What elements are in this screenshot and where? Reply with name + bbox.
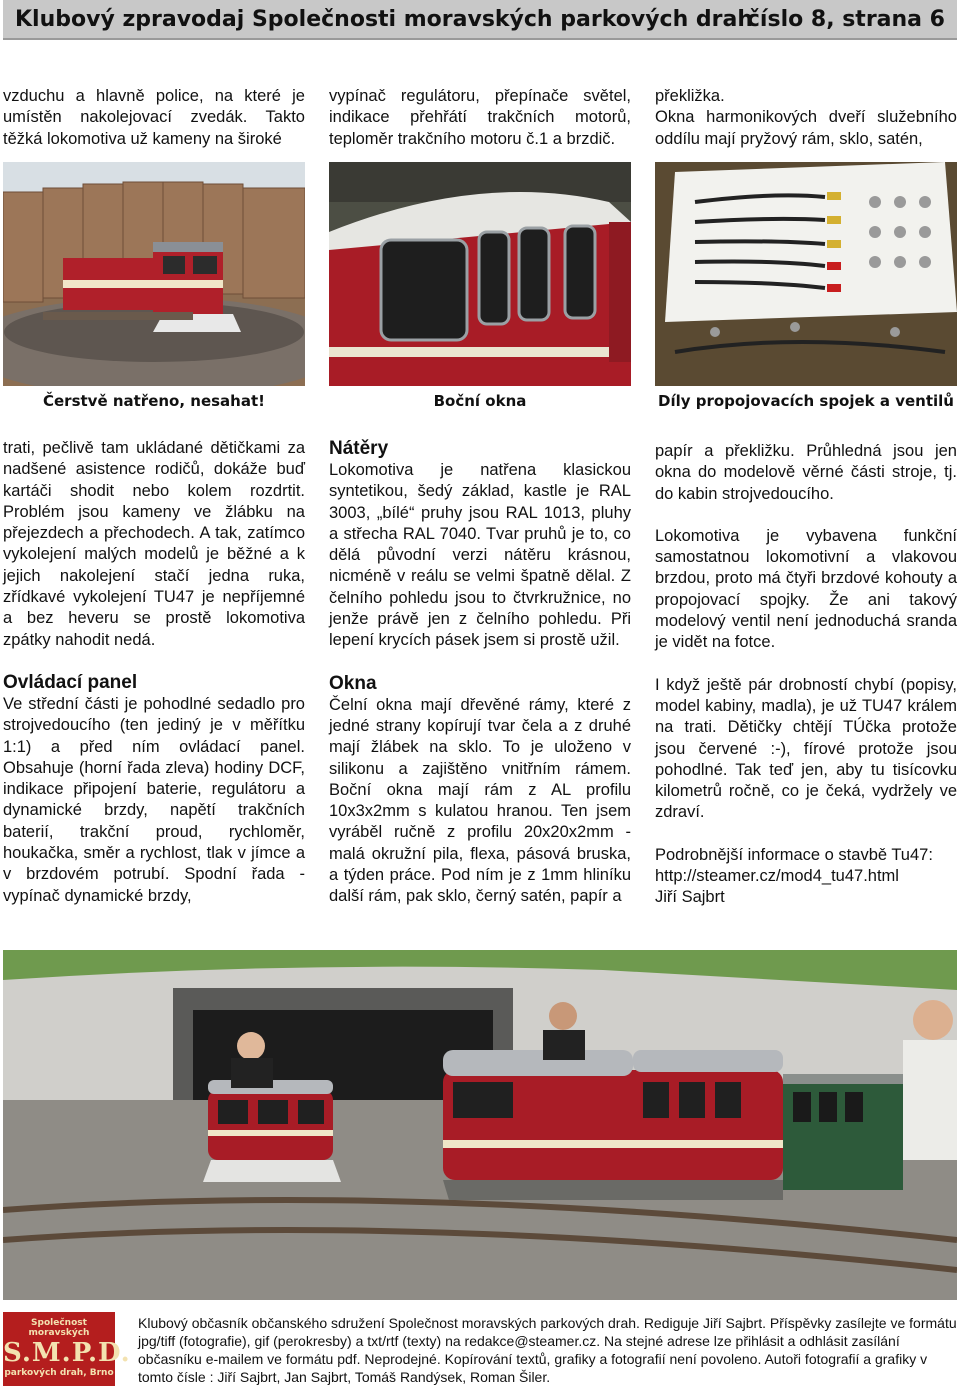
photo-caption-side-windows: Boční okna [433, 392, 527, 410]
photo-side-windows [329, 162, 631, 386]
smpd-logo: Společnost moravských S.M.P.D. parkových drah, Brno [3, 1312, 115, 1386]
col3-paragraph-3: I když ještě pár drobností chybí (popisy, model kabiny, madla), je už TU47 králem na trati. Dětičky chtějí TÚčka protože jsou červené :-), fírové protože jsou pohodlné. Tak teď jen, aby tu tisícovku kilometrů ročně, co je čeká, vydržely ve zdraví. [655, 675, 957, 822]
col1-paragraph-1: trati, pečlivě tam ukládané dětičkami za nadšené asistence rodičů, dokáže buď kartáči shodit nebo kolem rozdrtit. Problém jsou kameny ve žlábku na přejezdech a přechodech. A tak, zatímco vykolejení malých modelů je běžné a k jejich nakolejení stačí jedna ruka, zřídkavé vykolejení TU47 je nepříjemné a bez heveru se prostě lokomotiva zpátky nahodit nedá. [3, 439, 305, 649]
photo-coupling-parts [655, 162, 957, 386]
col2-paragraph-1: Lokomotiva je natřena klasickou syntetikou, šedý základ, kastle je RAL 3003, „bílé“ pruhy jsou RAL 1013, pluhy a střecha RAL 7040. Tvar pruhů je to, co dělá původní verzi nátěru krásnou, nicméně v reálu se velmi špatně dělal. Z čelního pohledu jsou to čtvrkružnice, no jenže právě jen z čelního pohledu. Při lepení krycích pásek jsem si prostě užil. [329, 461, 631, 650]
side-windows-image [329, 162, 631, 386]
col3-paragraph-2: Lokomotiva je vybavena funkční samostatnou lokomotivní a vlakovou brzdou, proto má čtyři brzdové kohouty a propojovací spojky. Že ani takový modelový ventil není jednoduchá sranda je vidět na fotce. [655, 526, 957, 652]
heading-windows: Okna [329, 672, 377, 694]
article-column-3 [655, 441, 957, 909]
col1-paragraph-2: Ve střední části je pohodlné sedadlo pro strojvedoucího (ten jediný je v měřítku 1:1) a před ním ovládací panel. Obsahuje (horní řada zleva) hodiny DCF, indikace připojení baterie, regulátoru a dynamické brzdy, napětí trakčních baterií, trakční proud, rychloměr, houkačka, směr a rychlost, tlak v jímce a v brzdovém potrubí. Spodní řada - vypínač dynamické brzdy, [3, 694, 305, 905]
heading-paint: Nátěry [329, 438, 389, 459]
photo-caption-coupling-parts: Díly propojovacích spojek a ventilů [658, 392, 954, 410]
top-text-col3: překližka. Okna harmonikových dveří služebního oddílu mají pryžový rám, sklo, satén, [655, 87, 957, 148]
locomotive-turntable-image [3, 162, 305, 386]
col3-author: Jiří Sajbrt [655, 888, 725, 907]
photo-fresh-paint [3, 162, 305, 386]
page-header [3, 0, 957, 40]
newsletter-title: Klubový zpravodaj Společnosti moravských parkových drah [15, 7, 753, 32]
article-column-2 [329, 438, 631, 908]
footer-imprint: Klubový občasník občanského sdružení Společnost moravských parkových drah. Rediguje Jiří Sajbrt. Příspěvky zasílejte ve formátu jpg/tiff (fotografie), gif (perokresby) a txt/rtf (texty) na redakce@steamer.cz. Na stejné adrese lze přihlásit a odhlásit zasílání občasníku e-mailem ve formátu pdf. Neprodejné. Kopírování textů, grafiky a fotografií není povoleno. Autoři fotografií a grafiky v tomto čísle : Jiří Sajbrt, Jan Sajbrt, Tomáš Randýsek, Roman Šiler. [138, 1315, 957, 1385]
col3-url-link[interactable]: http://steamer.cz/mod4_tu47.html [655, 867, 899, 886]
col2-paragraph-2: Čelní okna mají dřevěné rámy, které z jedné strany kopírují tvar čela a z druhé mají žlábek na sklo. To je uloženo v silikonu a zajištěno vnitřním rámem. Boční okna mají rám z AL profilu 10x3x2mm s kulatou hranou. Ten jsem vyráběl ručně z profilu 20x20x2mm - malá okružní pila, flexa, pásová bruska, a týden práce. Pod ním je z 1mm hliníku další rám, pak sklo, černý satén, papír a [329, 695, 631, 906]
issue-page-number: číslo 8, strana 6 [746, 7, 945, 32]
photo-trains-tunnel [3, 950, 957, 1300]
article-column-1 [3, 438, 305, 907]
top-text-col2: vypínač regulátoru, přepínače světel, indikace přehřátí trakčních motorů, teploměr trakčního motoru č.1 a brzdič. [329, 87, 631, 148]
top-text-col1: vzduchu a hlavně police, na které je umístěn nakolejovací zvedák. Takto těžká lokomotiva už kameny na široké [3, 87, 305, 148]
col3-info-line: Podrobnější informace o stavbě Tu47: [655, 845, 933, 864]
coupling-parts-image [655, 162, 957, 386]
photo-caption-fresh-paint: Čerstvě natřeno, nesahat! [42, 392, 265, 410]
trains-tunnel-image [3, 950, 957, 1300]
col3-paragraph-1: papír a překližku. Průhledná jsou jen okna do modelově věrné části stroje, tj. do kabin strojvedoucího. [655, 442, 957, 503]
heading-control-panel: Ovládací panel [3, 671, 138, 693]
